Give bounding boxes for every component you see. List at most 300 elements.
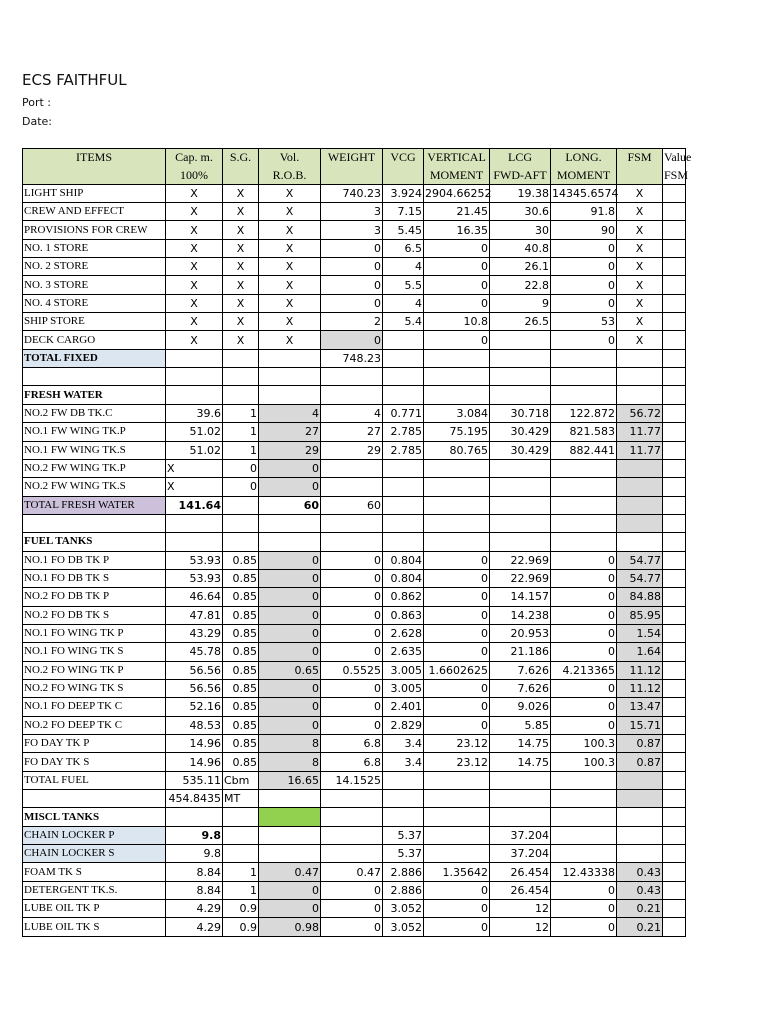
cell — [223, 496, 259, 514]
table-row — [23, 918, 686, 936]
cell: 16.35 — [424, 221, 490, 239]
vessel-name: ECS FAITHFUL — [22, 71, 127, 89]
cell: 0 — [551, 679, 617, 697]
col-fsm-sub — [617, 166, 663, 184]
cell — [551, 790, 617, 808]
cell: 0.9 — [223, 900, 259, 918]
cell: X — [617, 294, 663, 312]
cell: 0.85 — [223, 661, 259, 679]
cell: 0 — [223, 459, 259, 477]
row-label: NO. 4 STORE — [23, 294, 166, 312]
cell: 0 — [424, 294, 490, 312]
cell: 0 — [424, 551, 490, 569]
cell — [424, 845, 490, 863]
cell: 3.005 — [383, 661, 424, 679]
cell: X — [166, 294, 223, 312]
cell: 0 — [551, 624, 617, 642]
cell: 30 — [490, 221, 551, 239]
cell: 0 — [321, 679, 383, 697]
cell: 2 — [321, 313, 383, 331]
cell — [663, 184, 686, 202]
row-label: DETERGENT TK.S. — [23, 881, 166, 899]
cell: 0 — [259, 881, 321, 899]
cell: 100.3 — [551, 735, 617, 753]
row-label: NO.2 FW WING TK.S — [23, 478, 166, 496]
cell — [490, 771, 551, 789]
row-label: NO.1 FW WING TK.P — [23, 423, 166, 441]
cell: 21.186 — [490, 643, 551, 661]
col-lcg-sub: FWD-AFT — [490, 166, 551, 184]
header-row-1 — [23, 149, 686, 167]
row-label: CHAIN LOCKER P — [23, 826, 166, 844]
cell: 0.85 — [223, 735, 259, 753]
cell — [663, 918, 686, 936]
cell: 0 — [321, 716, 383, 734]
row-label: NO. 3 STORE — [23, 276, 166, 294]
cell: 3 — [321, 203, 383, 221]
cell: 6.8 — [321, 753, 383, 771]
cell — [321, 533, 383, 551]
cell: X — [617, 221, 663, 239]
cell: X — [617, 313, 663, 331]
cell: 0.85 — [223, 569, 259, 587]
table-row — [23, 624, 686, 642]
cell — [663, 900, 686, 918]
cell: 48.53 — [166, 716, 223, 734]
cell: 2.635 — [383, 643, 424, 661]
cell: X — [259, 276, 321, 294]
cell: 0 — [551, 588, 617, 606]
cell: 0 — [424, 258, 490, 276]
row-label: NO.1 FO WING TK P — [23, 624, 166, 642]
cell: 53.93 — [166, 569, 223, 587]
cell: 100.3 — [551, 753, 617, 771]
cell — [259, 826, 321, 844]
cell — [383, 533, 424, 551]
cell: 29 — [321, 441, 383, 459]
cell: 7.626 — [490, 679, 551, 697]
cell: 14345.6574 — [551, 184, 617, 202]
table-row — [23, 276, 686, 294]
cell — [663, 239, 686, 257]
cell — [490, 496, 551, 514]
cell: 1 — [223, 423, 259, 441]
cell: X — [166, 258, 223, 276]
table-row — [23, 349, 686, 367]
col-volume-sub: R.O.B. — [259, 166, 321, 184]
cell: 0.804 — [383, 569, 424, 587]
cell — [424, 368, 490, 386]
cell — [663, 606, 686, 624]
cell — [166, 386, 223, 404]
cell: 5.45 — [383, 221, 424, 239]
cell: X — [166, 313, 223, 331]
table-row — [23, 735, 686, 753]
cell: X — [259, 331, 321, 349]
cell: 14.96 — [166, 753, 223, 771]
cell: 0.5525 — [321, 661, 383, 679]
cell — [424, 533, 490, 551]
cell — [166, 533, 223, 551]
table-row — [23, 221, 686, 239]
cell: 2.785 — [383, 441, 424, 459]
cell: 0.47 — [321, 863, 383, 881]
row-label: LUBE OIL TK P — [23, 900, 166, 918]
cell: 0.863 — [383, 606, 424, 624]
cell: 1.64 — [617, 643, 663, 661]
cell: X — [166, 478, 223, 496]
cell: MT — [223, 790, 259, 808]
cell — [321, 826, 383, 844]
cell — [663, 551, 686, 569]
cell — [383, 459, 424, 477]
date-label: Date: — [22, 115, 52, 128]
cell: 0.804 — [383, 551, 424, 569]
cell — [663, 881, 686, 899]
cell: 1.35642 — [424, 863, 490, 881]
cell: 5.85 — [490, 716, 551, 734]
cell: 0.85 — [223, 753, 259, 771]
row-label: MISCL TANKS — [23, 808, 166, 826]
cell: 0.85 — [223, 588, 259, 606]
cell: 9.8 — [166, 826, 223, 844]
cell: 29 — [259, 441, 321, 459]
cell: X — [617, 239, 663, 257]
cell: 0.47 — [259, 863, 321, 881]
cell: 37.204 — [490, 826, 551, 844]
cell: X — [223, 184, 259, 202]
cell — [551, 808, 617, 826]
table-row — [23, 514, 686, 532]
cell — [490, 386, 551, 404]
cell: 5.5 — [383, 276, 424, 294]
cell: 0 — [259, 551, 321, 569]
cell: X — [223, 313, 259, 331]
cell: 740.23 — [321, 184, 383, 202]
cell: 8 — [259, 735, 321, 753]
cell: 0 — [321, 624, 383, 642]
cell: 0 — [259, 900, 321, 918]
cell: 6.8 — [321, 735, 383, 753]
cell — [259, 386, 321, 404]
cell — [617, 845, 663, 863]
cell — [663, 588, 686, 606]
cell: 22.969 — [490, 569, 551, 587]
port-label: Port : — [22, 96, 52, 109]
cell — [166, 514, 223, 532]
cell — [663, 753, 686, 771]
cell: X — [166, 184, 223, 202]
row-label: NO.2 FW WING TK.P — [23, 459, 166, 477]
cell — [663, 331, 686, 349]
cell: 3.052 — [383, 918, 424, 936]
table-row — [23, 588, 686, 606]
cell — [551, 478, 617, 496]
table-row — [23, 661, 686, 679]
cell — [617, 368, 663, 386]
cell — [617, 496, 663, 514]
cell — [424, 349, 490, 367]
col-vcg: VCG — [383, 149, 424, 167]
cell — [617, 533, 663, 551]
cell: 0.21 — [617, 918, 663, 936]
row-label: NO. 1 STORE — [23, 239, 166, 257]
cell: 56.72 — [617, 404, 663, 422]
cell: 12 — [490, 918, 551, 936]
cell: 4 — [321, 404, 383, 422]
cell: 4.29 — [166, 900, 223, 918]
cell: 43.29 — [166, 624, 223, 642]
cell: 54.77 — [617, 569, 663, 587]
table-row — [23, 459, 686, 477]
table-row — [23, 698, 686, 716]
cell: 0 — [551, 331, 617, 349]
cell: 0.43 — [617, 863, 663, 881]
cell — [490, 349, 551, 367]
table-row — [23, 606, 686, 624]
cell: 0.87 — [617, 735, 663, 753]
col-vcg-sub — [383, 166, 424, 184]
col-capacity-sub: 100% — [166, 166, 223, 184]
cell: 11.12 — [617, 679, 663, 697]
row-label: LIGHT SHIP — [23, 184, 166, 202]
col-sg: S.G. — [223, 149, 259, 167]
cell — [424, 459, 490, 477]
cell — [321, 790, 383, 808]
cell — [383, 386, 424, 404]
cell: 0.9 — [223, 918, 259, 936]
cell: 0 — [424, 588, 490, 606]
cell: 0 — [321, 900, 383, 918]
cell: 13.47 — [617, 698, 663, 716]
cell: 14.1525 — [321, 771, 383, 789]
cell: 4 — [259, 404, 321, 422]
cell: X — [259, 294, 321, 312]
cell: 0 — [424, 331, 490, 349]
cell: 30.718 — [490, 404, 551, 422]
cell: 14.96 — [166, 735, 223, 753]
cell — [551, 368, 617, 386]
row-label: TOTAL FIXED — [23, 349, 166, 367]
cell: 0 — [424, 679, 490, 697]
cell: 47.81 — [166, 606, 223, 624]
cell: X — [223, 203, 259, 221]
col-items-sub — [23, 166, 166, 184]
cell: 0.85 — [223, 551, 259, 569]
cell: 821.583 — [551, 423, 617, 441]
cell: 53 — [551, 313, 617, 331]
row-label: FRESH WATER — [23, 386, 166, 404]
cell: 0.85 — [223, 679, 259, 697]
cell: 26.5 — [490, 313, 551, 331]
cell — [663, 790, 686, 808]
cell: 8 — [259, 753, 321, 771]
cell: X — [223, 221, 259, 239]
cell: X — [259, 258, 321, 276]
cell — [663, 679, 686, 697]
row-label: NO.1 FO DB TK P — [23, 551, 166, 569]
row-label: NO.1 FW WING TK.S — [23, 441, 166, 459]
col-vertical-moment: VERTICAL — [424, 149, 490, 167]
cell: 3.084 — [424, 404, 490, 422]
cell — [663, 404, 686, 422]
cell: 10.8 — [424, 313, 490, 331]
cell: 37.204 — [490, 845, 551, 863]
cell: 0 — [551, 918, 617, 936]
cell — [663, 313, 686, 331]
cell: 8.84 — [166, 881, 223, 899]
cell: 14.157 — [490, 588, 551, 606]
row-label: FUEL TANKS — [23, 533, 166, 551]
cell — [663, 808, 686, 826]
cell — [663, 221, 686, 239]
cell: 91.8 — [551, 203, 617, 221]
cell: X — [223, 258, 259, 276]
cell: 26.454 — [490, 881, 551, 899]
cell: 45.78 — [166, 643, 223, 661]
cell — [383, 349, 424, 367]
cell: 0 — [321, 258, 383, 276]
cell: 30.6 — [490, 203, 551, 221]
cell — [490, 514, 551, 532]
cell: X — [166, 239, 223, 257]
cell — [223, 368, 259, 386]
cell: 0.98 — [259, 918, 321, 936]
cell: 0 — [259, 679, 321, 697]
cell: 0 — [551, 294, 617, 312]
cell: 0 — [551, 606, 617, 624]
cell — [663, 716, 686, 734]
table-row — [23, 184, 686, 202]
cell — [551, 826, 617, 844]
cell — [259, 533, 321, 551]
cell: 0 — [321, 606, 383, 624]
cell — [424, 771, 490, 789]
col-weight-sub — [321, 166, 383, 184]
cell: 2.886 — [383, 881, 424, 899]
cell: 0 — [551, 698, 617, 716]
cell — [223, 826, 259, 844]
cell — [490, 808, 551, 826]
cell — [259, 845, 321, 863]
cell: X — [166, 331, 223, 349]
cell: X — [617, 203, 663, 221]
cell: 0 — [424, 624, 490, 642]
cell: 11.12 — [617, 661, 663, 679]
cell: X — [223, 239, 259, 257]
table-row — [23, 478, 686, 496]
cell — [663, 478, 686, 496]
cell: 4 — [383, 258, 424, 276]
cell — [551, 845, 617, 863]
row-label: NO.1 FO DB TK S — [23, 569, 166, 587]
cell — [663, 459, 686, 477]
cell: 0 — [321, 239, 383, 257]
cell — [663, 258, 686, 276]
cell: 3.924 — [383, 184, 424, 202]
row-label: PROVISIONS FOR CREW — [23, 221, 166, 239]
table-row — [23, 900, 686, 918]
cell — [259, 808, 321, 826]
table-row — [23, 313, 686, 331]
cell: X — [259, 203, 321, 221]
row-label: FO DAY TK P — [23, 735, 166, 753]
table-row — [23, 239, 686, 257]
cell: 19.38 — [490, 184, 551, 202]
cell — [617, 459, 663, 477]
cell — [663, 203, 686, 221]
table-row — [23, 258, 686, 276]
cell — [490, 331, 551, 349]
cell — [321, 459, 383, 477]
cell — [663, 624, 686, 642]
cell: 0 — [321, 331, 383, 349]
cell: 5.37 — [383, 845, 424, 863]
cell: 882.441 — [551, 441, 617, 459]
table-row — [23, 441, 686, 459]
row-label: CREW AND EFFECT — [23, 203, 166, 221]
cell — [259, 514, 321, 532]
cell: Cbm — [223, 771, 259, 789]
table-row — [23, 643, 686, 661]
cell — [223, 533, 259, 551]
row-label: NO.2 FW DB TK.C — [23, 404, 166, 422]
cell — [663, 368, 686, 386]
cell — [383, 478, 424, 496]
cell: 748.23 — [321, 349, 383, 367]
cell: 46.64 — [166, 588, 223, 606]
cell: 8.84 — [166, 863, 223, 881]
cell: 21.45 — [424, 203, 490, 221]
cell: X — [166, 276, 223, 294]
cell — [663, 735, 686, 753]
cell: 0 — [424, 276, 490, 294]
cell: X — [223, 294, 259, 312]
cell: 52.16 — [166, 698, 223, 716]
cell: 0 — [424, 606, 490, 624]
row-label: FO DAY TK S — [23, 753, 166, 771]
cell — [490, 368, 551, 386]
cell — [424, 808, 490, 826]
cell: 40.8 — [490, 239, 551, 257]
table-row — [23, 808, 686, 826]
cell: X — [617, 276, 663, 294]
cell: 9.026 — [490, 698, 551, 716]
table-row — [23, 863, 686, 881]
cell: 0 — [259, 716, 321, 734]
table-row — [23, 496, 686, 514]
table-row — [23, 386, 686, 404]
cell: 3 — [321, 221, 383, 239]
cell: 0 — [424, 239, 490, 257]
cell — [551, 771, 617, 789]
cell — [617, 790, 663, 808]
cell — [321, 368, 383, 386]
cell: 0.87 — [617, 753, 663, 771]
cell: 0 — [259, 643, 321, 661]
cell: 0 — [424, 569, 490, 587]
cell: 60 — [321, 496, 383, 514]
cell — [223, 514, 259, 532]
cell: 0.43 — [617, 881, 663, 899]
cell: 2.785 — [383, 423, 424, 441]
cell: 0 — [424, 918, 490, 936]
cell — [617, 386, 663, 404]
table-row — [23, 533, 686, 551]
cell — [663, 386, 686, 404]
cell — [663, 349, 686, 367]
cell — [617, 514, 663, 532]
